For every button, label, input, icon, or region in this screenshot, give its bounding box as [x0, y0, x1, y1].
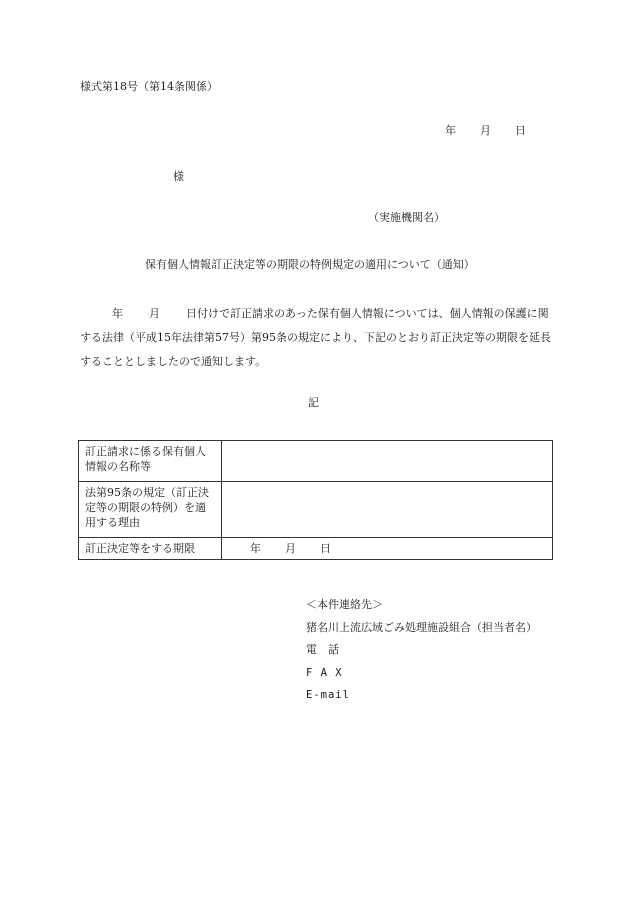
table-value — [222, 482, 553, 538]
issue-date — [445, 124, 526, 138]
ki-heading: 記 — [308, 396, 319, 409]
form-number: 様式第18号（第14条関係） — [80, 80, 218, 93]
contact-block — [306, 594, 537, 707]
deadline-month: 月 — [285, 542, 296, 555]
body-paragraph — [80, 302, 552, 374]
table-value — [222, 441, 553, 482]
addressee-honorific: 様 — [173, 170, 184, 183]
body-date-year: 年 — [112, 307, 123, 320]
date-year: 年 — [445, 124, 456, 137]
contact-fax-label: F A X — [306, 666, 343, 679]
body-date-month: 月 — [149, 307, 160, 320]
body-text: 日付けで訂正請求のあった保有個人情報については、個人情報の保護に関する法律（平成15年法律第57号）第95条の規定により、下記のとおり訂正決定等の期限を延長することとしましたので通知します。 — [80, 307, 551, 368]
document-title: 保有個人情報訂正決定等の期限の特例規定の適用について（通知） — [145, 258, 475, 271]
details-table — [78, 440, 553, 560]
contact-heading: ＜本件連絡先＞ — [306, 598, 383, 611]
contact-organization: 猪名川上流広域ごみ処理施設組合（担当者名） — [306, 620, 537, 634]
table-label: 訂正決定等をする期限 — [79, 538, 222, 560]
date-month: 月 — [480, 124, 491, 137]
table-row — [79, 482, 553, 538]
deadline-day: 日 — [320, 542, 331, 555]
agency-name: （実施機関名） — [368, 211, 445, 224]
deadline-year: 年 — [250, 542, 261, 555]
table-row — [79, 538, 553, 560]
table-row — [79, 441, 553, 482]
contact-phone-label: 電 話 — [306, 643, 339, 656]
date-day: 日 — [515, 124, 526, 137]
deadline-date — [222, 538, 553, 560]
contact-email-label: E-mail — [306, 689, 350, 701]
table-label: 法第95条の規定（訂正決定等の期限の特例）を適用する理由 — [79, 482, 222, 538]
table-label: 訂正請求に係る保有個人情報の名称等 — [79, 441, 222, 482]
